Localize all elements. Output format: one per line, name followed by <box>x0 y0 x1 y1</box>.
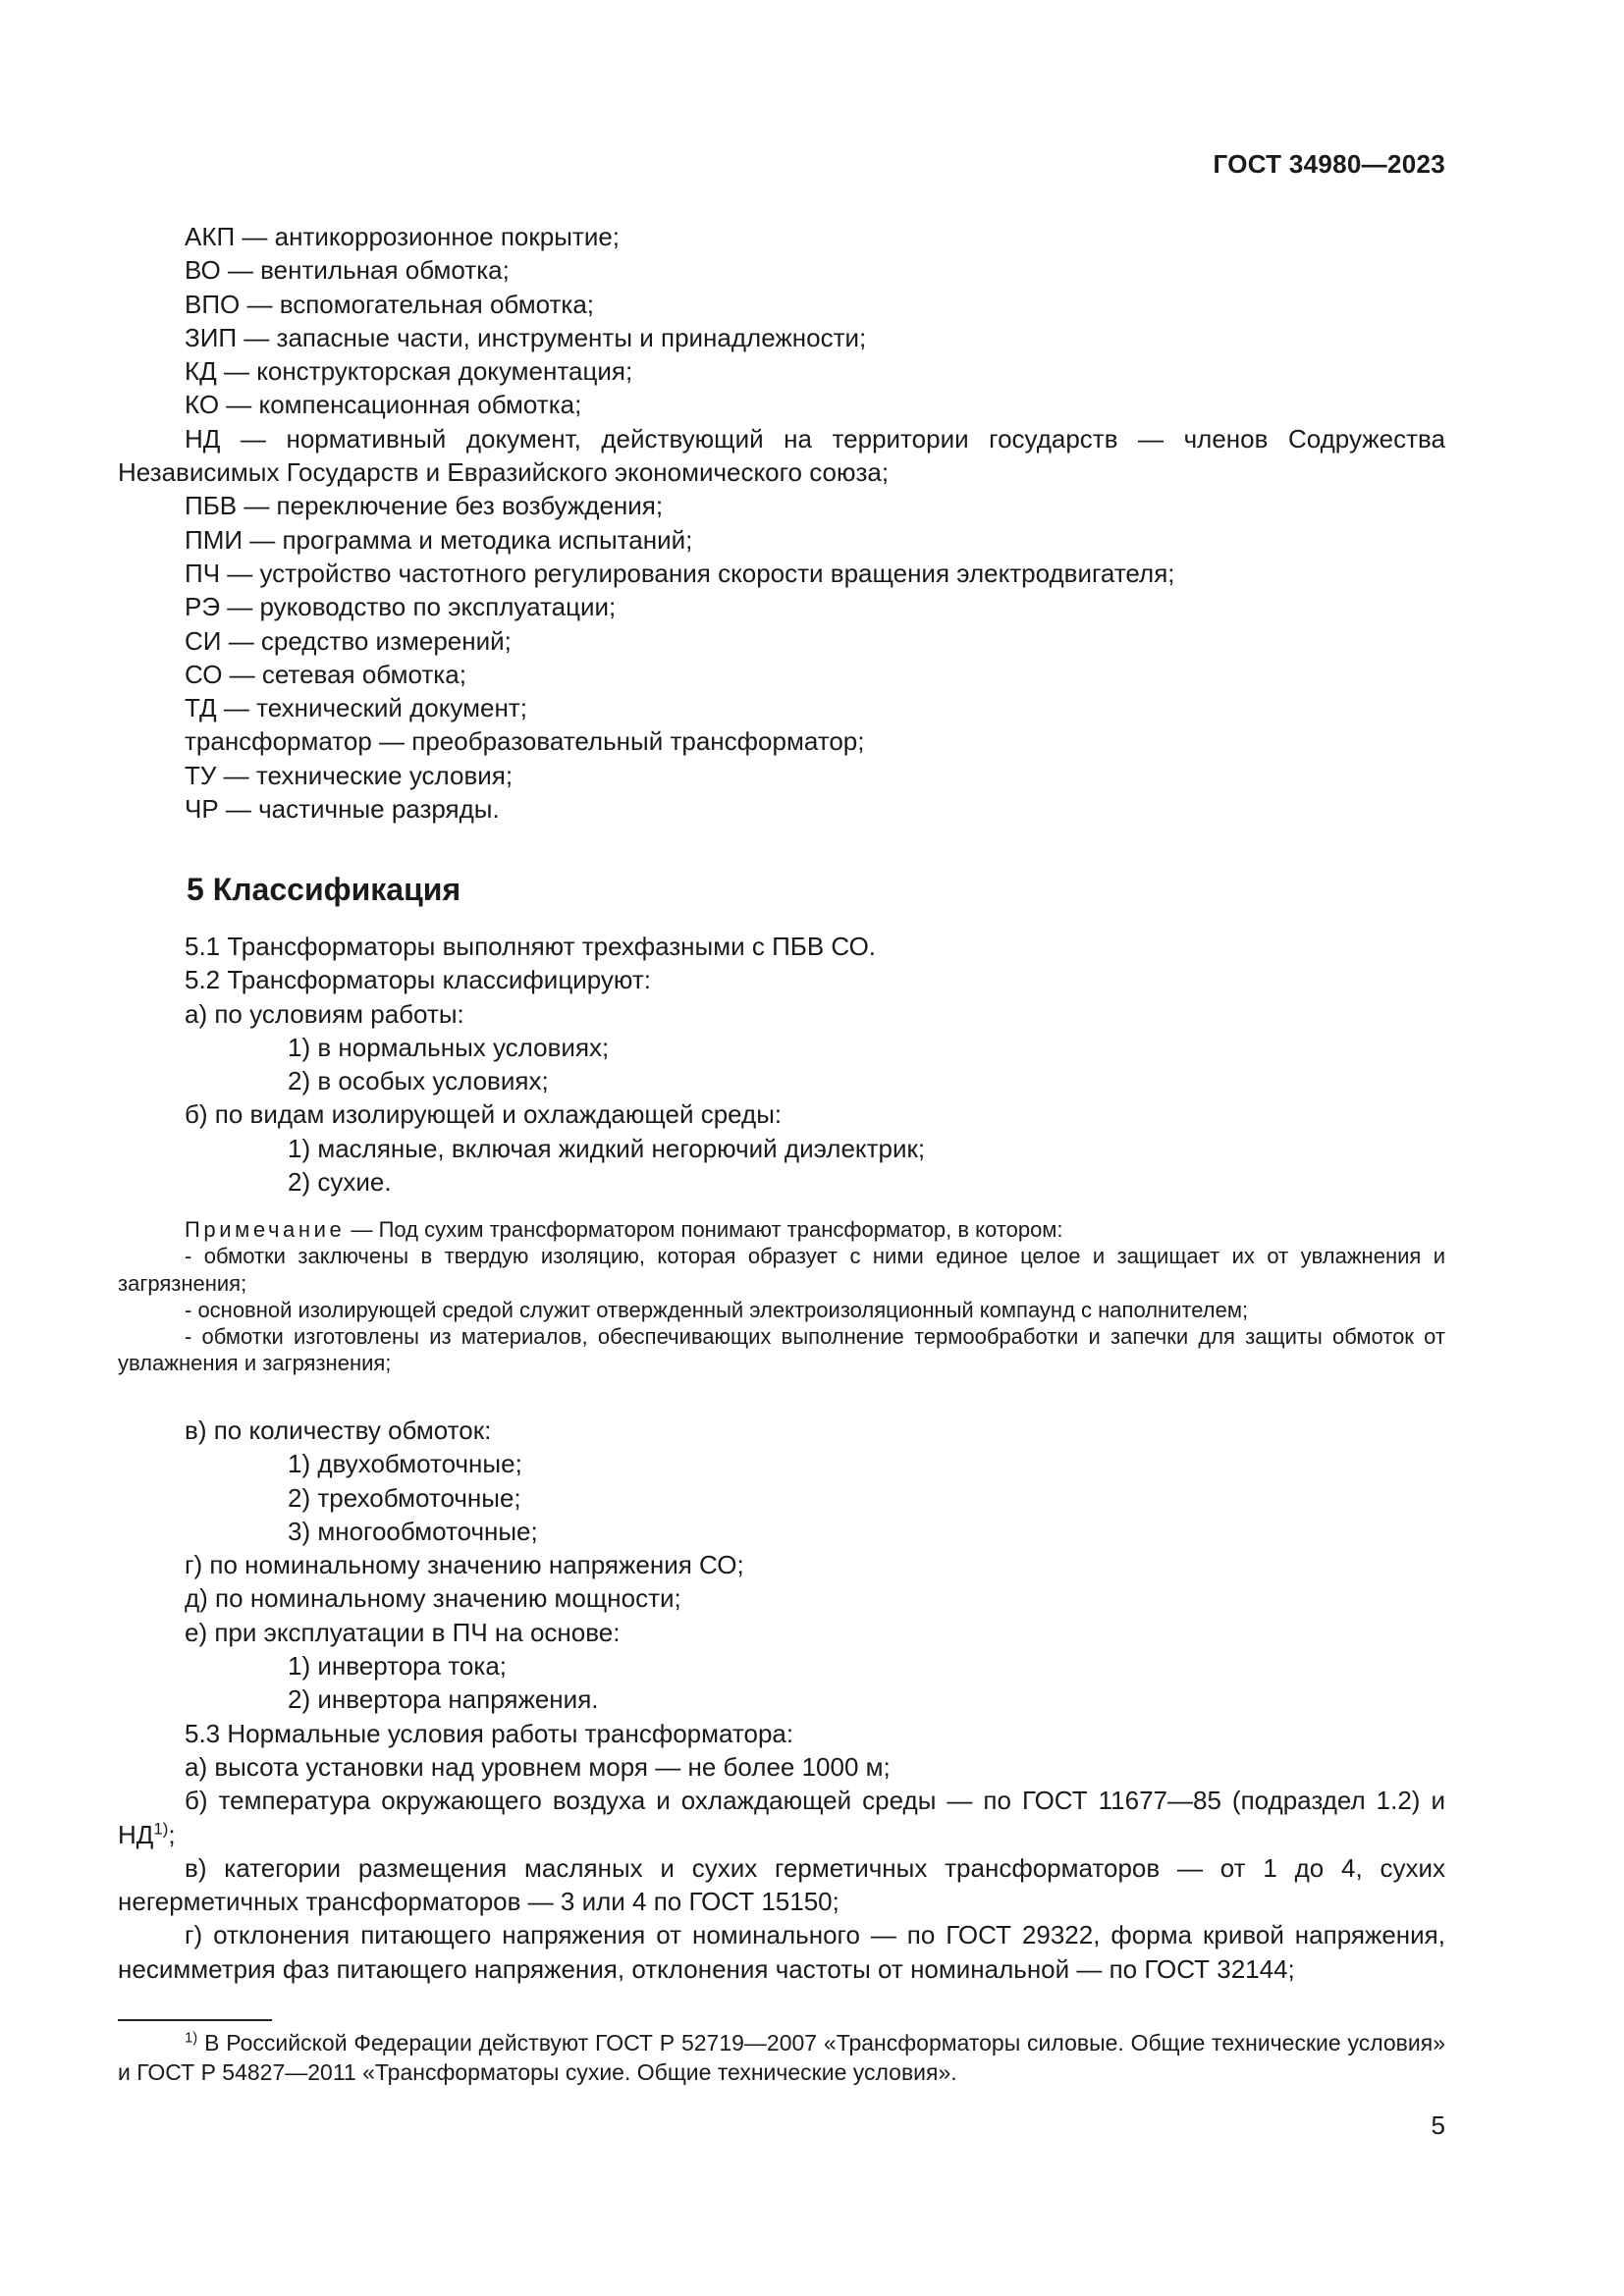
note-intro-text: — Под сухим трансформатором понимают трансформатор, в котором: <box>345 1217 1063 1242</box>
sub-clause: 2) инвертора напряжения. <box>288 1684 599 1715</box>
clause-temperature-tail: ; <box>168 1819 176 1849</box>
clause: 5.1 Трансформаторы выполняют трехфазными с ПБВ СО. <box>185 932 877 961</box>
abbreviation-item: ПМИ — программа и методика испытаний; <box>185 524 693 555</box>
footnote <box>118 2028 1445 2087</box>
classification-list-continued <box>118 1414 1445 1986</box>
abbreviation-item: ПЧ — устройство частотного регулирования скорости вращения электродвигателя; <box>185 558 1175 588</box>
clause: г) по номинальному значению напряжения СО; <box>185 1550 744 1580</box>
footnote-text-line <box>118 2028 1445 2087</box>
note-intro <box>118 1216 1445 1243</box>
abbreviation-item: КО — компенсационная обмотка; <box>185 390 582 420</box>
abbreviation-item: ВПО — вспомогательная обмотка; <box>185 289 595 319</box>
footnote-text: В Российской Федерации действуют ГОСТ Р 52719—2007 «Трансформаторы силовые. Общие технические условия» и ГОСТ Р 54827—2011 «Трансформаторы сухие. Общие технические условия». <box>118 2030 1445 2085</box>
note-label: Примечание <box>185 1217 346 1242</box>
abbreviation-item: ВО — вентильная обмотка; <box>185 255 510 286</box>
abbreviation-item: ЧР — частичные разряды. <box>185 794 500 825</box>
clause-placement: в) категории размещения масляных и сухих герметичных трансформаторов — от 1 до 4, сухих негерметичных трансформаторов — 3 или 4 по ГОСТ 15150; <box>118 1852 1445 1917</box>
note-item: - обмотки заключены в твердую изоляцию, которая образует с ними единое целое и защищает их от увлажнения и загрязнения; <box>118 1244 1445 1296</box>
footnote-marker: 1) <box>185 2029 198 2047</box>
sub-clause: 2) трехобмоточные; <box>288 1482 521 1513</box>
abbreviation-item: КД — конструкторская документация; <box>185 356 633 387</box>
clause: б) по видам изолирующей и охлаждающей среды: <box>185 1099 783 1130</box>
abbreviation-item: ТД — технический документ; <box>185 693 527 723</box>
note-item: - основной изолирующей средой служит отвержденный электроизоляционный компаунд с наполнителем; <box>185 1297 1249 1322</box>
sub-clause: 2) в особых условиях; <box>288 1066 549 1096</box>
abbreviation-item: СО — сетевая обмотка; <box>185 659 466 689</box>
sub-clause: 1) в нормальных условиях; <box>288 1032 610 1062</box>
sub-clause: 1) масляные, включая жидкий негорючий диэлектрик; <box>288 1133 926 1163</box>
abbreviations-list <box>118 220 1445 826</box>
sub-clause: 2) сухие. <box>288 1167 392 1198</box>
clause: е) при эксплуатации в ПЧ на основе: <box>185 1617 621 1647</box>
classification-list <box>118 930 1445 1199</box>
abbreviation-item: АКП — антикоррозионное покрытие; <box>185 222 621 251</box>
abbreviation-item: РЭ — руководство по эксплуатации; <box>185 592 617 622</box>
clause: а) по условиям работы: <box>185 998 464 1029</box>
clause-voltage: г) отклонения питающего напряжения от номинального — по ГОСТ 29322, форма кривой напряжения, несимметрия фаз питающего напряжения, отклонения частоты от номинальной — по ГОСТ 32144; <box>118 1920 1445 1984</box>
page-number: 5 <box>1431 2110 1445 2140</box>
clause: 5.2 Трансформаторы классифицируют: <box>185 965 651 995</box>
note-item: - обмотки изготовлены из материалов, обеспечивающих выполнение термообработки и запечки для защиты обмоток от увлажнения и загрязнения; <box>118 1324 1445 1376</box>
abbreviation-item: СИ — средство измерений; <box>185 625 512 656</box>
abbreviation-item: ЗИП — запасные части, инструменты и принадлежности; <box>185 322 867 352</box>
sub-clause: 3) многообмоточные; <box>288 1516 538 1546</box>
clause: в) по количеству обмоток: <box>185 1415 492 1445</box>
clause: д) по номинальному значению мощности; <box>185 1583 681 1614</box>
document-header: ГОСТ 34980—2023 <box>1213 149 1445 179</box>
footnote-divider <box>118 2019 272 2021</box>
abbreviation-item: ТУ — технические условия; <box>185 760 514 790</box>
clause: 5.3 Нормальные условия работы трансформатора: <box>185 1718 794 1748</box>
note-block <box>118 1216 1445 1377</box>
abbreviation-item: ПБВ — переключение без возбуждения; <box>185 491 664 521</box>
clause: а) высота установки над уровнем моря — не более 1000 м; <box>185 1751 891 1782</box>
section-heading: 5 Классификация <box>187 872 461 907</box>
clause-temperature <box>118 1784 1445 1851</box>
abbreviation-item: трансформатор — преобразовательный трансформатор; <box>185 726 865 757</box>
sub-clause: 1) инвертора тока; <box>288 1651 508 1682</box>
clause-temperature-text: б) температура окружающего воздуха и охлаждающей среды — по ГОСТ 11677—85 (подраздел 1.2) и НД <box>118 1786 1445 1849</box>
footnote-ref: 1) <box>153 1818 169 1838</box>
sub-clause: 1) двухобмоточные; <box>288 1449 522 1479</box>
abbreviation-item: НД — нормативный документ, действующий на территории государств — членов Содружества Независимых Государств и Евразийского экономического союза; <box>118 423 1445 488</box>
